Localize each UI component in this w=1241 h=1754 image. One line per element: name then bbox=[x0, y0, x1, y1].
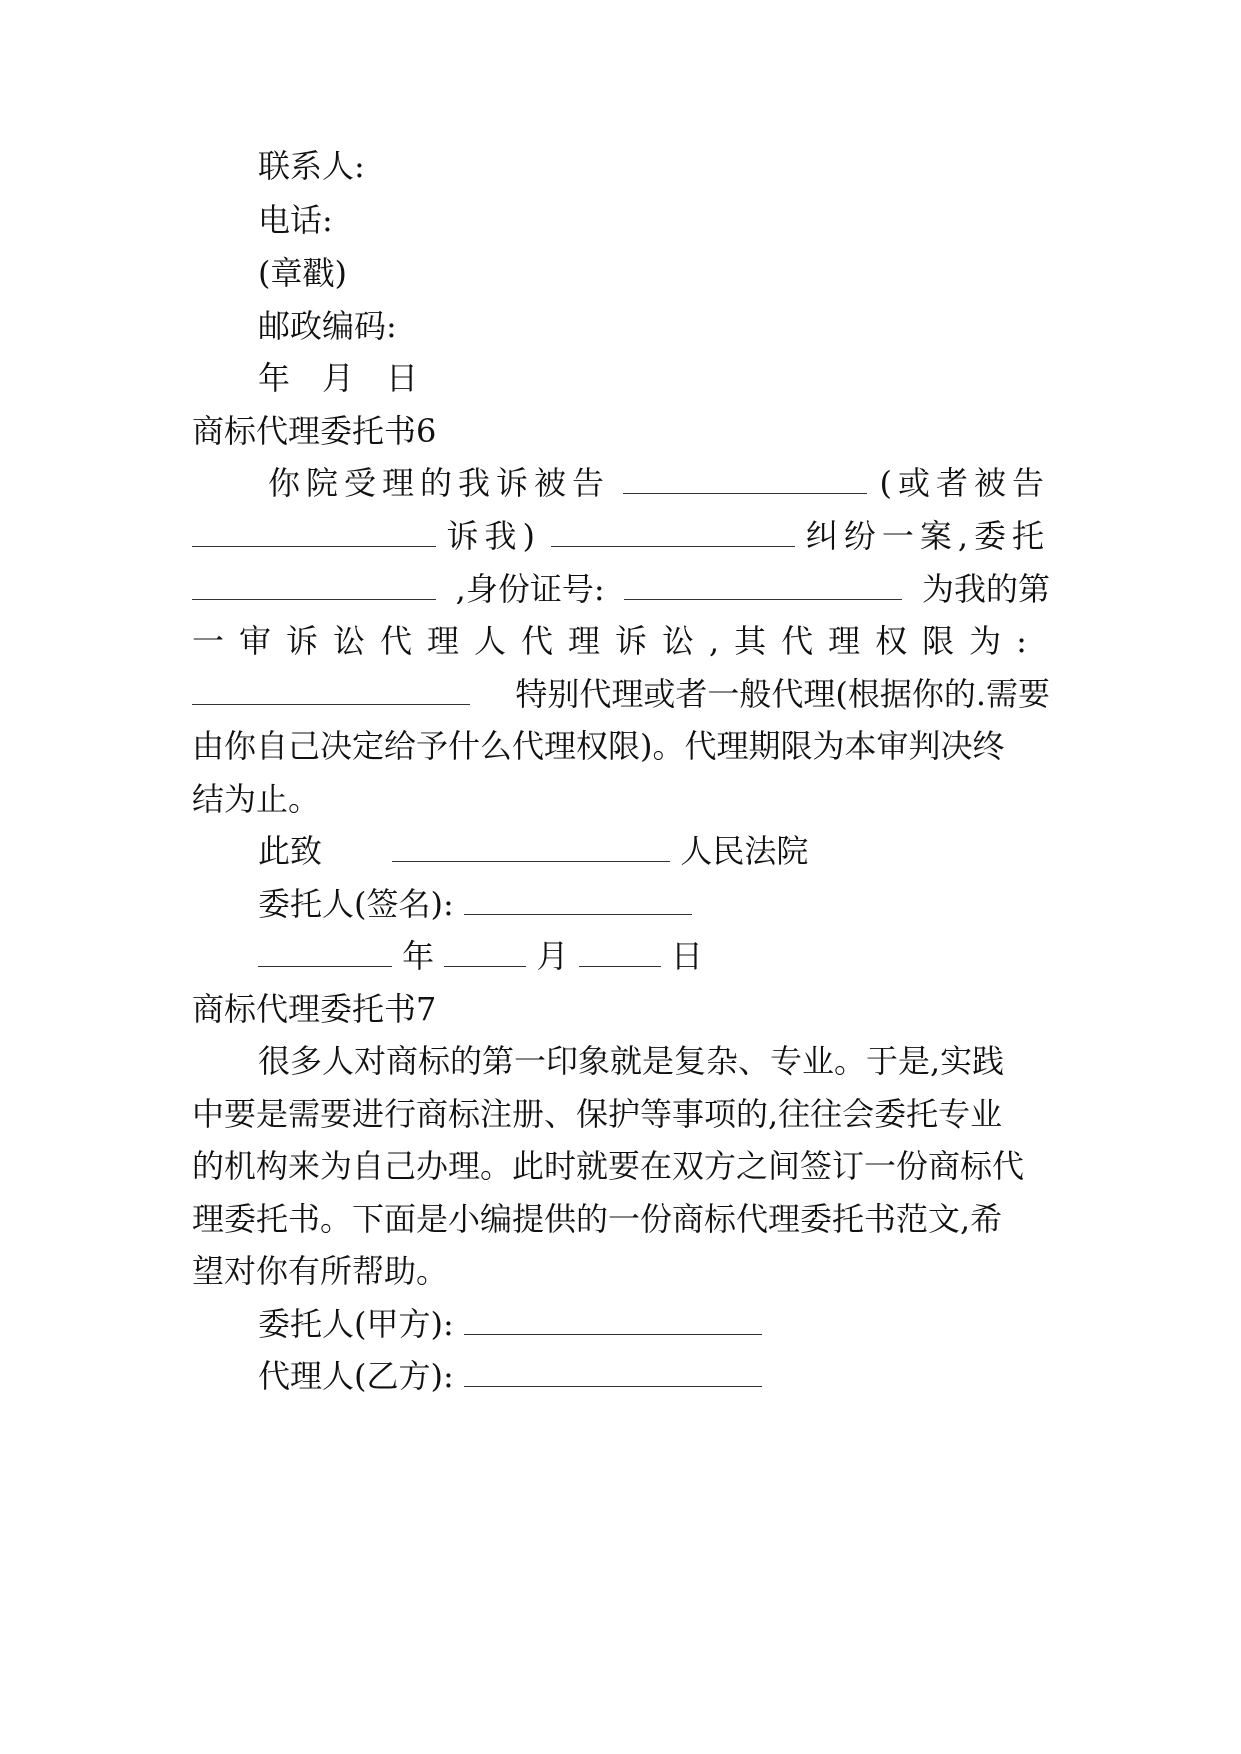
section6-line1-or: (或者被告 bbox=[879, 464, 1050, 502]
defendant-blank bbox=[623, 463, 867, 494]
section6-line3-first: 为我的第 bbox=[921, 570, 1050, 608]
dispute-blank bbox=[551, 516, 795, 547]
section6-line5 bbox=[192, 674, 1050, 714]
section7-intro-line: 的机构来为自己办理。此时就要在双方之间签订一份商标代 bbox=[192, 1147, 1025, 1185]
year-blank bbox=[258, 936, 392, 967]
party-b-line bbox=[258, 1356, 762, 1396]
section6-line2-sue: 诉我) bbox=[446, 517, 541, 555]
party-a-blank bbox=[464, 1304, 762, 1335]
party-b-label: 代理人(乙方): bbox=[258, 1357, 454, 1395]
signer-blank bbox=[464, 884, 692, 915]
court-label: 人民法院 bbox=[680, 832, 809, 870]
signer-label: 委托人(签名): bbox=[258, 885, 454, 923]
section7-title: 商标代理委托书7 bbox=[192, 990, 437, 1028]
day-label: 日 bbox=[670, 937, 703, 975]
plaintiff-blank bbox=[192, 516, 436, 547]
postcode-label: 邮政编码: bbox=[258, 307, 397, 345]
to-label: 此致 bbox=[258, 832, 323, 870]
party-a-line bbox=[258, 1304, 762, 1344]
section6-line5-text: 特别代理或者一般代理(根据你的.需要 bbox=[515, 675, 1050, 713]
section6-line3-id: ,身份证号: bbox=[455, 570, 605, 608]
section6-line2 bbox=[192, 516, 1050, 556]
authority-blank bbox=[192, 674, 470, 705]
section7-intro-line: 理委托书。下面是小编提供的一份商标代理委托书范文,希 bbox=[192, 1200, 1003, 1238]
date-line: 年 月 日 bbox=[258, 359, 419, 397]
section7-intro-line: 望对你有所帮助。 bbox=[192, 1252, 449, 1290]
seal-label: (章戳) bbox=[258, 254, 347, 292]
section6-line1-start: 你院受理的我诉被告 bbox=[268, 464, 611, 502]
court-blank bbox=[392, 831, 670, 862]
section6-line3 bbox=[192, 569, 1050, 609]
section6-line2-case: 纠纷一案,委托 bbox=[805, 517, 1050, 555]
agent-name-blank bbox=[192, 569, 436, 600]
id-number-blank bbox=[624, 569, 902, 600]
year-label: 年 bbox=[402, 937, 435, 975]
section6-title: 商标代理委托书6 bbox=[192, 412, 437, 450]
section6-line6: 由你自己决定给予什么代理权限)。代理期限为本审判决终 bbox=[192, 727, 1005, 765]
party-b-blank bbox=[464, 1356, 762, 1387]
section7-intro-line: 很多人对商标的第一印象就是复杂、专业。于是,实践 bbox=[258, 1042, 1005, 1080]
section6-line7: 结为止。 bbox=[192, 780, 321, 818]
section7-intro-line: 中要是需要进行商标注册、保护等事项的,往往会委托专业 bbox=[192, 1095, 1003, 1133]
day-blank bbox=[579, 936, 661, 967]
phone-label: 电话: bbox=[258, 201, 333, 239]
contact-person-label: 联系人: bbox=[258, 147, 365, 185]
party-a-label: 委托人(甲方): bbox=[258, 1305, 454, 1343]
section6-line4: 一审诉讼代理人代理诉讼,其代理权限为: bbox=[192, 622, 1042, 660]
month-blank bbox=[444, 936, 526, 967]
section6-line1 bbox=[192, 463, 1050, 503]
section6-signer-line bbox=[258, 884, 692, 924]
section6-to-line bbox=[258, 831, 808, 871]
section6-date-line bbox=[258, 936, 703, 976]
month-label: 月 bbox=[536, 937, 569, 975]
